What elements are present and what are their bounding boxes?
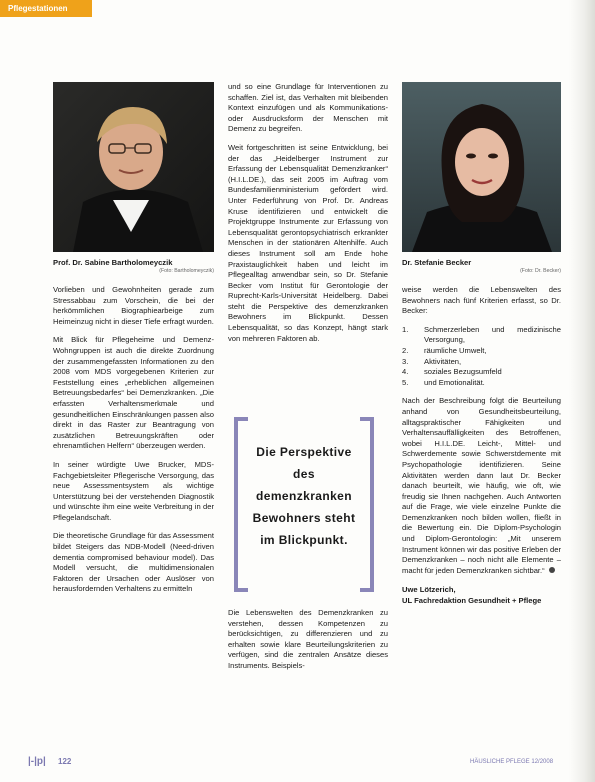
photo-credit-right: (Foto: Dr. Becker) <box>520 268 561 274</box>
paragraph: Die theoretische Grundlage für das Assessment bildet Steigers das NDB-Modell (Need-driven dementia compromised behaviour model). Das Modell versucht, die multidimensionalen Faktoren der Ursachen oder Auslöser von herausfordernden Verhaltens zu ermitteln <box>53 531 214 594</box>
photo-credit-left: (Foto: Bartholomeyczik) <box>159 268 214 274</box>
article-column-2-bottom <box>228 608 388 680</box>
photo-caption-name-left: Prof. Dr. Sabine Bartholomeyczik <box>53 258 173 267</box>
list-item: 5. und Emotionalität. <box>402 377 485 387</box>
list-item: 1. Schmerzerleben und medizinische Versorgung, <box>402 324 561 345</box>
list-item: 2. räumliche Umwelt, <box>402 345 487 355</box>
list-item: 3. Aktivitäten, <box>402 356 462 366</box>
portrait-image <box>402 82 561 252</box>
criteria-list <box>402 325 561 389</box>
article-column-1 <box>53 285 214 603</box>
page-edge-shadow <box>569 0 595 782</box>
end-mark-icon <box>549 567 555 573</box>
pull-quote-text: Die Perspektive des demenzkranken Bewohners steht im Blickpunkt. <box>252 445 356 547</box>
article-column-3 <box>402 285 561 606</box>
paragraph: Mit Blick für Pflegeheime und Demenz-Wohngruppen ist auch die direkte Zuordnung der zusammengefassten Informationen zu den 2008 vom MDS vorgegebenen Kriterien zur Feststellung eines „erheblichen allgemeinen Betreuungsbedarfes“ bei Demenzkranken. „Die erfassten Verhaltensmerkmale und gesundheitlichen Einschränkungen passen also direkt in das Raster zur Beantragung von zusätzlichen Betreuungskräften oder ehrenamtlichen Helfern“ überzeugen werden. <box>53 335 214 451</box>
article-column-2-top <box>228 82 388 352</box>
portrait-image <box>53 82 214 252</box>
paragraph: und so eine Grundlage für Interventionen zu schaffen. Ziel ist, das Verhalten mit bleibenden Kontext einzufügen und als Kommunikations- oder Ausdrucksform der Menschen mit Demenz zu begreifen. <box>228 82 388 134</box>
paragraph: weise werden die Lebenswelten des Bewohners nach fünf Kriterien erfasst, so Dr. Becker: <box>402 285 561 316</box>
paragraph: Nach der Beschreibung folgt die Beurteilung anhand von Gesundheitsbeurteilung, alltagspraktischer Fähigkeiten und Verhaltensauffälligkeiten des Betroffenen, wobei H.I.L.DE. Leicht-, Mittel- und Schwerdemente sowie Schwerstdemente mit Psychopathologie identifizieren. Seine Aktivitäten werden dann laut Dr. Becker danach beurteilt, wie häufig, wie oft, wie freudig sie Ihnen nachgehen. Auch Antworten auf die Frage, wie viele einzelne Punkte die Demenzkranken noch bilden wollen, fließt in die Bewertung ein. Die Diplom-Psychologin und Diplom-Gerontologin: „Mit unserem Instrument können wir das positive Erleben der Demenzkranken – noch nicht alle Elemente – macht für jeden Demenzkranken sichtbar.“ <box>402 396 561 575</box>
page-number: 122 <box>58 757 72 766</box>
photo-caption-name-right: Dr. Stefanie Becker <box>402 258 472 267</box>
portrait-photo-becker <box>402 82 561 252</box>
section-tag: Pflegestationen <box>0 0 92 17</box>
quote-bracket-left <box>234 417 248 592</box>
pull-quote <box>234 417 374 592</box>
list-item: 4. soziales Bezugsumfeld <box>402 367 502 377</box>
paragraph: Vorlieben und Gewohnheiten gerade zum Stressabbau zum Vorschein, die bei der herkömmlichen Biographiearbeige zum Heimeinzug nicht in dieser Tiefe erfragt wurden. <box>53 285 214 326</box>
portrait-photo-bartholomeyczik <box>53 82 214 252</box>
author-role: UL Fachredaktion Gesundheit + Pflege <box>402 596 542 606</box>
paragraph: In seiner würdigte Uwe Brucker, MDS-Fachgebietsleiter Pflegerische Versorgung, das neue Assessmentsystem als wichtige Unterstützung bei der verstehenden Diagnostik und wünschte ihm eine weite Verbreitung in der Pflegelandschaft. <box>53 459 214 522</box>
magazine-logo: |-|p| <box>28 756 46 767</box>
paragraph: Weit fortgeschritten ist seine Entwicklung, bei der das „Heidelberger Instrument zur Erfassung der Lebensqualität Demenzkranker“ (H.I.L.DE.), das seit 2005 im Auftrag vom Bundesfamilienministerium gefördert wird. Unter Federführung von Prof. Dr. Andreas Kruse identifizieren und entwickelt die Projektgruppe Instrumente zur Erfassung von Lebensqualität gerontopsychiatrisch erkrankter Menschen in der stationären Altenhilfe. Auch dieses Instrument soll am Ende hohe Praxistauglichkeit haben und leicht im Pflegealltag anwendbar sein, so Dr. Stefanie Becker vom Institut für Gerontologie der Ruprecht-Karls-Universität Heidelberg. Dabei steht die Perspektive des demenzkranken Bewohners im Blickpunkt. Dessen Lebensqualität, so das Konzept, hängt stark von mehreren Faktoren ab. <box>228 142 388 343</box>
author-name: Uwe Lötzerich, <box>402 585 456 595</box>
quote-bracket-right <box>360 417 374 592</box>
issue-info: HÄUSLICHE PFLEGE 12/2008 <box>470 759 554 765</box>
paragraph: Die Lebenswelten des Demenzkranken zu verstehen, dessen Kompetenzen zu berücksichtigen, zu differenzieren und zu erhalten sowie klare Beurteilungskriterien zu verfügen, sind die zentralen Ansätze dieses Instruments. Beispiels- <box>228 608 388 670</box>
